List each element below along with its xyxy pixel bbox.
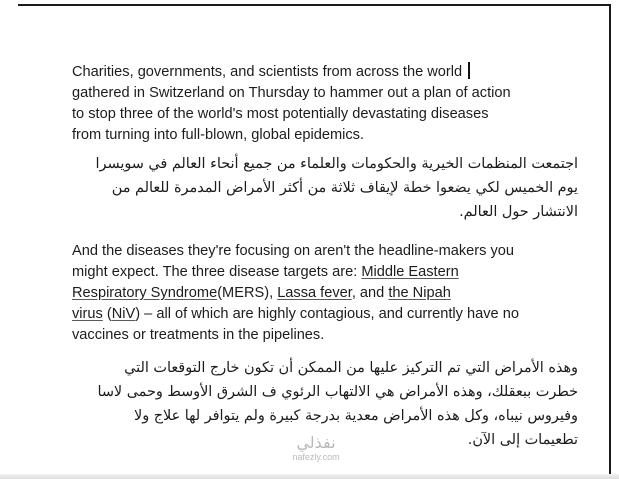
watermark-arabic: نفذلي bbox=[296, 433, 336, 452]
arabic-paragraph-1 bbox=[72, 152, 590, 224]
text-line: يوم الخميس لكي يضعوا خطة لإيقاف ثلاثة من أكثر الأمراض المدمرة للعالم من bbox=[111, 180, 578, 196]
watermark-domain: nafezly.com bbox=[292, 452, 340, 462]
link-mers-cont[interactable]: Respiratory Syndrome bbox=[72, 285, 218, 301]
text-line: might expect. The three disease targets are: Middle Eastern bbox=[72, 264, 459, 280]
text-line: خطرت ببعقلك، وهذه الأمراض هي الالتهاب الرئوي ف الشرق الأوسط وحمى لاسا bbox=[97, 384, 578, 400]
text-line: vaccines or treatments in the pipelines. bbox=[72, 327, 325, 343]
text-line: Respiratory Syndrome(MERS), Lassa fever, and the Nipah bbox=[72, 285, 451, 301]
text-line: to stop three of the world's most potentially devastating diseases bbox=[72, 106, 489, 122]
link-mers[interactable]: Middle Eastern bbox=[361, 264, 459, 280]
text-line: الانتشار حول العالم. bbox=[459, 204, 578, 220]
text-cursor bbox=[468, 62, 470, 79]
window-top-border bbox=[18, 4, 610, 6]
text-line: وهذه الأمراض التي تم التركيز عليها من الممكن أن تكون خارج التوقعات التي bbox=[124, 360, 578, 376]
document-body[interactable] bbox=[72, 62, 590, 452]
text-line: And the diseases they're focusing on aren't the headline-makers you bbox=[72, 243, 515, 259]
link-nipah-cont[interactable]: virus bbox=[72, 306, 103, 322]
text-line: Charities, governments, and scientists from across the world bbox=[72, 62, 590, 83]
english-paragraph-2 bbox=[72, 241, 590, 346]
window-right-border bbox=[609, 4, 611, 479]
text-line: gathered in Switzerland on Thursday to hammer out a plan of action bbox=[72, 85, 511, 101]
text-line: اجتمعت المنظمات الخيرية والحكومات والعلماء من جميع أنحاء العالم في سويسرا bbox=[95, 156, 578, 172]
text-line: virus (NiV) – all of which are highly contagious, and currently have no bbox=[72, 306, 519, 322]
text-line: from turning into full-blown, global epidemics. bbox=[72, 127, 365, 143]
english-paragraph-1 bbox=[72, 62, 590, 146]
watermark bbox=[268, 434, 364, 462]
niv-abbr: NiV bbox=[111, 306, 136, 322]
link-lassa-fever[interactable]: Lassa fever bbox=[277, 285, 352, 301]
window-bottom-edge bbox=[0, 474, 619, 479]
link-nipah[interactable]: the Nipah bbox=[388, 285, 451, 301]
text-line: تطعيمات إلى الآن. bbox=[467, 432, 578, 448]
text-line: وفيروس نيباه، وكل هذه الأمراض معدية بدرجة كبيرة ولم يتوافر لها علاج ولا bbox=[133, 408, 578, 424]
